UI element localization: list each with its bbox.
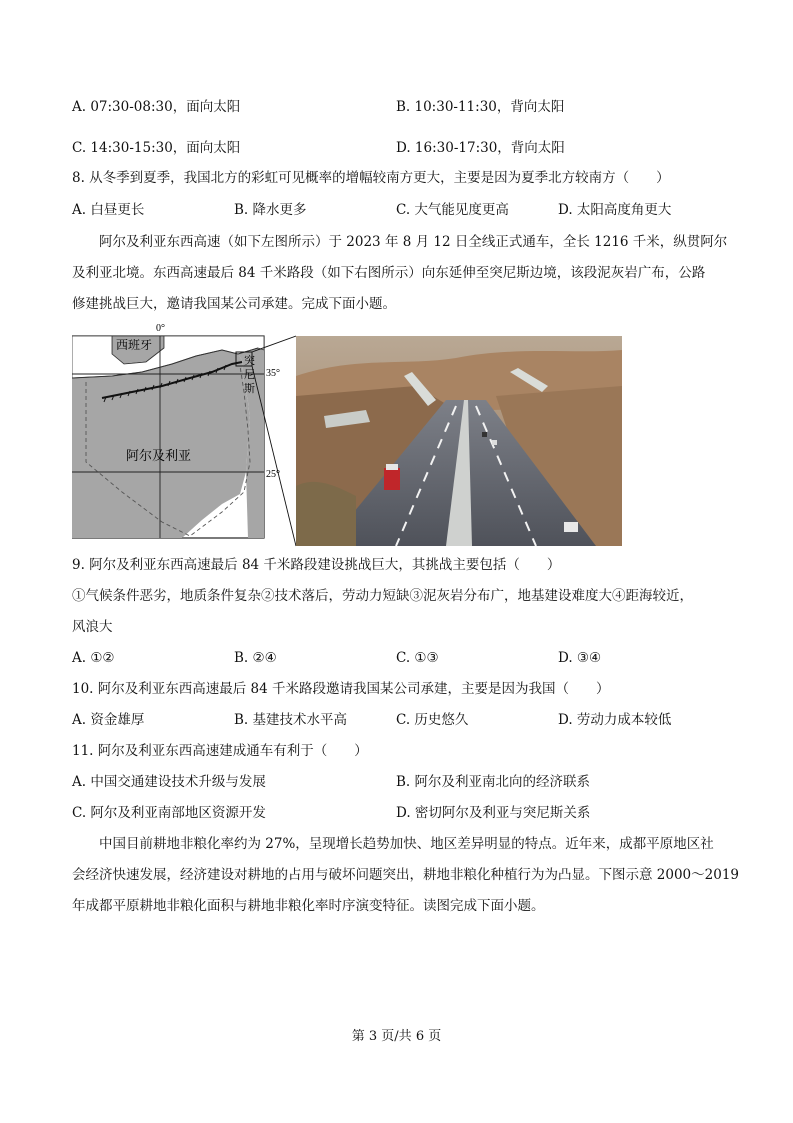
passage-highway-line3: 修建挑战巨大，邀请我国某公司承建。完成下面小题。 xyxy=(72,296,396,312)
passage-farmland-line2: 会经济快速发展，经济建设对耕地的占用与破坏问题突出，耕地非粮化种植行为为凸显。下图示意 2000～2019 xyxy=(72,867,740,883)
label-lat-35: 35° xyxy=(266,368,280,379)
highway-photo xyxy=(296,336,622,546)
passage-farmland-line1: 中国目前耕地非粮化率约为 27%，呈现增长趋势加快、地区差异明显的特点。近年来，成都平原地区社 xyxy=(99,836,714,852)
q8-option-d: D. 太阳高度角更大 xyxy=(558,202,672,218)
q11-option-b: B. 阿尔及利亚南北向的经济联系 xyxy=(396,774,591,790)
q9-items-line2: 风浪大 xyxy=(72,619,113,635)
q9-option-a: A. ①② xyxy=(72,650,115,666)
algeria-map xyxy=(72,322,296,547)
photo-car-far-2 xyxy=(492,440,497,445)
q8-option-b: B. 降水更多 xyxy=(234,202,307,218)
passage-highway-line2: 及利亚北境。东西高速最后 84 千米路段（如下右图所示）向东延伸至突尼斯边境，该段泥灰岩广布，公路 xyxy=(72,265,706,281)
q7-option-c: C. 14:30-15:30，面向太阳 xyxy=(72,140,241,156)
label-tunisia-3: 斯 xyxy=(244,382,255,395)
q11-option-c: C. 阿尔及利亚南部地区资源开发 xyxy=(72,805,266,821)
q8-option-c: C. 大气能见度更高 xyxy=(396,202,509,218)
photo-car-far-1 xyxy=(482,432,487,437)
q10-option-b: B. 基建技术水平高 xyxy=(234,712,348,728)
figure xyxy=(72,322,624,547)
q7-option-b: B. 10:30-11:30，背向太阳 xyxy=(396,99,565,115)
photo-truck-cab xyxy=(386,464,398,470)
q10-option-a: A. 资金雄厚 xyxy=(72,712,145,728)
q10-stem: 10. 阿尔及利亚东西高速最后 84 千米路段邀请我国某公司承建，主要是因为我国（ ） xyxy=(72,681,610,697)
q9-option-c: C. ①③ xyxy=(396,650,439,666)
q11-option-d: D. 密切阿尔及利亚与突尼斯关系 xyxy=(396,805,591,821)
q7-option-a: A. 07:30-08:30，面向太阳 xyxy=(72,99,241,115)
label-tunisia-2: 尼 xyxy=(244,368,255,381)
passage-farmland-line3: 年成都平原耕地非粮化面积与耕地非粮化率时序演变特征。读图完成下面小题。 xyxy=(72,898,545,914)
q9-items-line1: ①气候条件恶劣，地质条件复杂②技术落后，劳动力短缺③泥灰岩分布广，地基建设难度大④距海较近， xyxy=(72,588,693,604)
q10-option-d: D. 劳动力成本较低 xyxy=(558,712,672,728)
label-lon-0: 0° xyxy=(156,323,165,334)
label-lat-25: 25° xyxy=(266,469,280,480)
q9-option-b: B. ②④ xyxy=(234,650,277,666)
q8-stem: 8. 从冬季到夏季，我国北方的彩虹可见概率的增幅较南方更大，主要是因为夏季北方较南方（ ） xyxy=(72,170,670,186)
passage-farmland xyxy=(72,829,740,922)
q7-option-d: D. 16:30-17:30，背向太阳 xyxy=(396,140,565,156)
passage-highway-line1: 阿尔及利亚东西高速（如下左图所示）于 2023 年 8 月 12 日全线正式通车，全长 1216 千米，纵贯阿尔 xyxy=(99,234,728,250)
q9-stem: 9. 阿尔及利亚东西高速最后 84 千米路段建设挑战巨大，其挑战主要包括（ ） xyxy=(72,557,561,573)
label-spain: 西班牙 xyxy=(116,338,153,352)
photo-car-white xyxy=(564,522,578,532)
q11-stem: 11. 阿尔及利亚东西高速建成通车有利于（ ） xyxy=(72,743,368,759)
label-algeria: 阿尔及利亚 xyxy=(126,449,192,464)
q11-option-a: A. 中国交通建设技术升级与发展 xyxy=(72,774,266,790)
page-footer: 第 3 页/共 6 页 xyxy=(351,1029,442,1044)
label-tunisia-1: 突 xyxy=(244,354,255,367)
q10-option-c: C. 历史悠久 xyxy=(396,712,469,728)
passage-highway xyxy=(72,227,728,320)
photo-truck xyxy=(384,468,400,490)
q9-option-d: D. ③④ xyxy=(558,650,602,666)
q8-option-a: A. 白昼更长 xyxy=(72,202,145,218)
